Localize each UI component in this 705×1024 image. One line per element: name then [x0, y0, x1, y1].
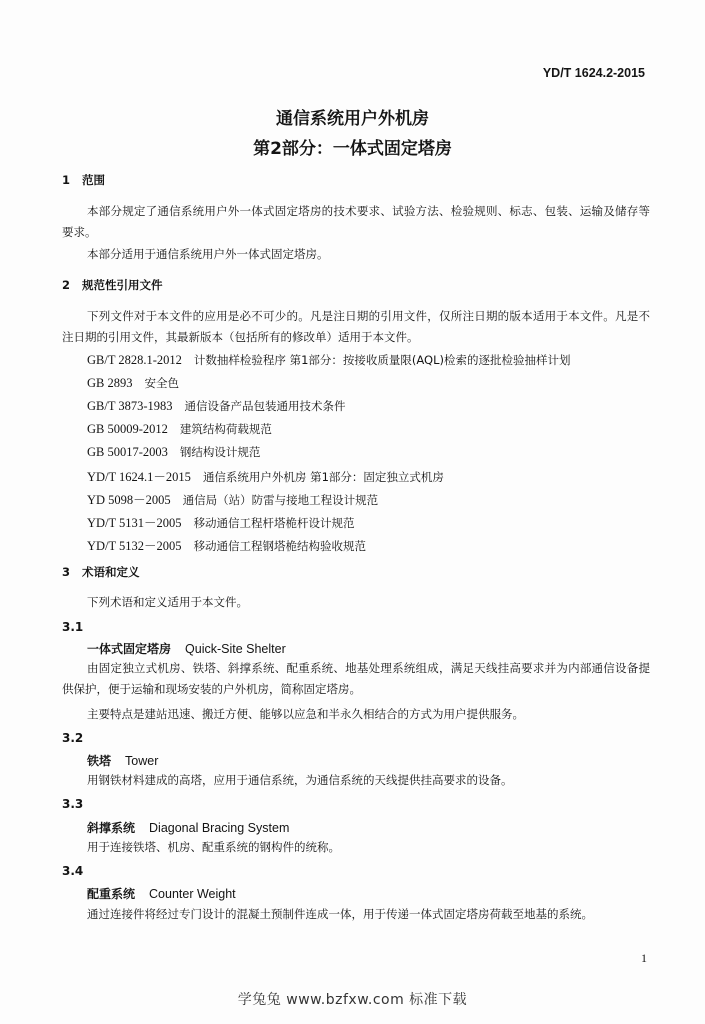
- term-definition: 用于连接铁塔、机房、配重系统的钢构件的统称。: [87, 840, 340, 854]
- document-code: YD/T 1624.2-2015: [542, 66, 645, 80]
- term-definition: 由固定独立式机房、铁塔、斜撑系统、配重系统、地基处理系统组成，满足天线挂高要求并为内部通信设备提供保护，便于运输和现场安装的户外机房，简称固定塔房。: [62, 661, 650, 696]
- reference-title: 建筑结构荷载规范: [179, 422, 272, 436]
- section-title: 规范性引用文件: [82, 278, 163, 292]
- document-title-line1: 通信系统用户外机房: [276, 109, 429, 129]
- reference-item: [87, 398, 346, 414]
- section-1-paragraph-1: 本部分规定了通信系统用户外一体式固定塔房的技术要求、试验方法、检验规则、标志、包装、运输及储存等要求。: [62, 204, 650, 239]
- reference-code: GB 50017-2003: [87, 445, 168, 459]
- watermark-footer: 学兔兔 www.bzfxw.com 标准下载: [237, 992, 468, 1008]
- term-heading: [87, 752, 158, 769]
- reference-code: GB 2893: [87, 376, 133, 390]
- section-1-heading: [62, 172, 105, 188]
- reference-item: [87, 375, 179, 391]
- reference-code: YD/T 5132－2005: [87, 539, 182, 553]
- document-title-line2: 第2部分：一体式固定塔房: [253, 139, 452, 159]
- reference-title: 钢结构设计规范: [179, 445, 261, 459]
- reference-title: 移动通信工程钢塔桅结构验收规范: [193, 539, 367, 553]
- section-3-heading: [62, 564, 140, 580]
- reference-item: [87, 444, 260, 460]
- reference-title: 通信设备产品包装通用技术条件: [184, 399, 346, 413]
- reference-title: 通信系统用户外机房 第1部分：固定独立式机房: [202, 470, 444, 484]
- reference-item: [87, 421, 272, 437]
- section-number: 1: [62, 173, 71, 187]
- section-3-intro: 下列术语和定义适用于本文件。: [87, 595, 248, 609]
- reference-item: [87, 490, 378, 508]
- reference-code: YD/T 1624.1－2015: [87, 470, 191, 484]
- term-english: Tower: [125, 754, 159, 768]
- reference-code: YD/T 5131－2005: [87, 516, 182, 530]
- reference-code: GB/T 2828.1-2012: [87, 353, 182, 367]
- section-2-heading: [62, 277, 163, 293]
- section-title: 术语和定义: [82, 565, 140, 579]
- term-english: Diagonal Bracing System: [149, 821, 290, 835]
- reference-title: 计数抽样检验程序 第1部分：按接收质量限(AQL)检索的逐批检验抽样计划: [193, 353, 571, 367]
- reference-code: GB/T 3873-1983: [87, 399, 173, 413]
- term-definition-note: 主要特点是建站迅速、搬迁方便、能够以应急和半永久相结合的方式为用户提供服务。: [87, 707, 524, 721]
- section-number: 2: [62, 278, 71, 292]
- reference-code: GB 50009-2012: [87, 422, 168, 436]
- term-number: 3.4: [62, 864, 84, 878]
- section-2-paragraph-1: 下列文件对于本文件的应用是必不可少的。凡是注日期的引用文件，仅所注日期的版本适用于本文件。凡是不注日期的引用文件，其最新版本（包括所有的修改单）适用于本文件。: [62, 309, 650, 344]
- reference-item: [87, 467, 444, 485]
- term-heading: [87, 640, 286, 657]
- term-english: Quick-Site Shelter: [185, 642, 286, 656]
- section-title: 范围: [82, 173, 105, 187]
- reference-item: [87, 352, 571, 368]
- term-number: 3.2: [62, 731, 84, 745]
- term-number: 3.1: [62, 620, 84, 634]
- term-chinese: 配重系统: [87, 887, 136, 901]
- term-number: 3.3: [62, 797, 84, 811]
- term-chinese: 一体式固定塔房: [87, 642, 172, 656]
- term-heading: [87, 819, 289, 836]
- reference-title: 安全色: [144, 376, 179, 390]
- reference-title: 通信局（站）防雷与接地工程设计规范: [182, 493, 379, 507]
- reference-code: YD 5098－2005: [87, 493, 171, 507]
- term-definition: 用钢铁材料建成的高塔，应用于通信系统，为通信系统的天线提供挂高要求的设备。: [87, 773, 513, 787]
- reference-item: [87, 536, 366, 554]
- term-chinese: 铁塔: [87, 754, 112, 768]
- term-heading: [87, 885, 236, 902]
- section-1-paragraph-2: 本部分适用于通信系统用户外一体式固定塔房。: [87, 247, 329, 261]
- page-number: 1: [641, 951, 647, 965]
- reference-item: [87, 513, 355, 531]
- reference-title: 移动通信工程杆塔桅杆设计规范: [193, 516, 355, 530]
- term-definition: 通过连接件将经过专门设计的混凝土预制件连成一体，用于传递一体式固定塔房荷载至地基的系统。: [87, 907, 593, 921]
- term-chinese: 斜撑系统: [87, 821, 136, 835]
- term-english: Counter Weight: [149, 887, 236, 901]
- section-number: 3: [62, 565, 71, 579]
